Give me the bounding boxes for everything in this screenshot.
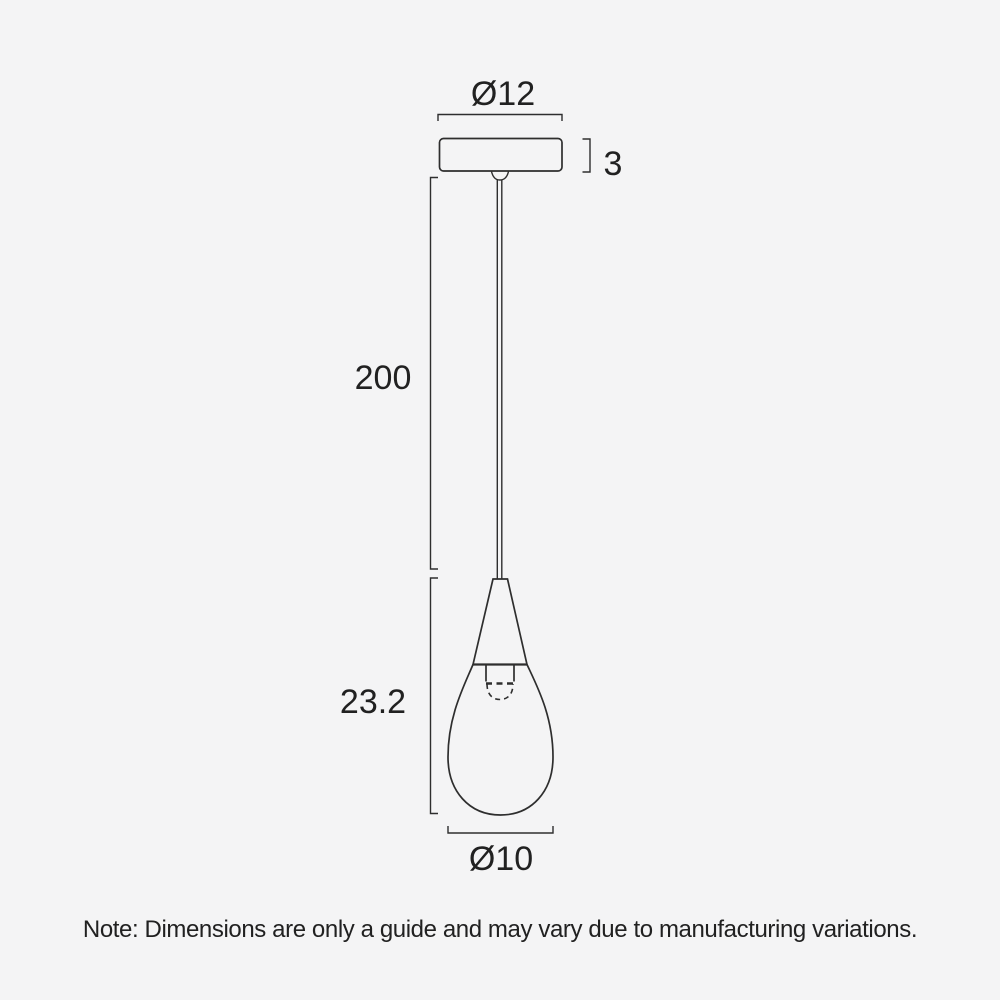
canopy-diameter-dimension-line <box>438 115 562 122</box>
shade-height-bracket <box>431 578 439 814</box>
shade-height-label: 23.2 <box>339 683 407 721</box>
shade-diameter-dimension-line <box>448 826 553 833</box>
canopy-thickness-bracket <box>583 139 591 172</box>
canopy-thickness-label: 3 <box>603 145 623 183</box>
bulb-hidden-arc <box>487 684 513 700</box>
ceiling-canopy <box>440 139 563 172</box>
suspension-length-bracket <box>431 178 439 570</box>
cord-grip <box>492 172 509 181</box>
suspension-length-label: 200 <box>354 359 412 397</box>
note-text: Note: Dimensions are only a guide and may vary due to manufacturing variations. <box>82 916 918 943</box>
shade-diameter-label: Ø10 <box>468 840 534 878</box>
teardrop-shade <box>448 665 553 816</box>
canopy-diameter-label: Ø12 <box>470 75 536 113</box>
shade-cone <box>473 579 527 665</box>
